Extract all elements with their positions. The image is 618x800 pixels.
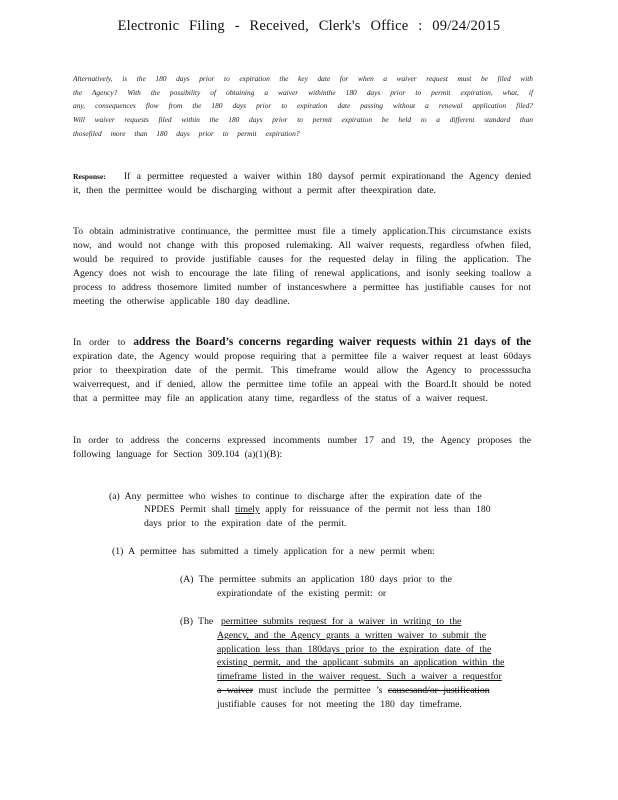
- rule-1-line: (1) A permittee has submitted a timely application for a new permit when:: [112, 546, 435, 557]
- rule-B-label: (B) The: [180, 616, 214, 627]
- rule-a-line-1: (a) Any permittee who wishes to continue to discharge after the expiration date of the: [109, 491, 482, 502]
- rule-a-timely: timely: [235, 504, 260, 515]
- paragraph-waiver-emphasis: address the Board’s concerns regarding waiver requests within 21 days of the: [133, 336, 532, 348]
- rule-B-line-7: justifiable causes for not meeting the 180 day timeframe.: [217, 699, 462, 710]
- rule-A-line-2: expirationdate of the existing permit: or: [217, 588, 387, 599]
- rule-a-line-2: [144, 503, 534, 517]
- response-label: Response:: [73, 172, 106, 181]
- response-text: If a permittee requested a waiver within 180 daysof permit expirationand the Agency denied it, then the permittee would be discharging without a permit after theexpiration date.: [73, 171, 531, 196]
- rule-B-line-6-mid: must include the permittee ’s: [258, 685, 383, 696]
- rule-a-line-2-lead: NPDES Permit shall: [144, 504, 230, 515]
- paragraph-waiver-lead: In order to: [73, 337, 126, 348]
- paragraph-continuance: To obtain administrative continuance, the permittee must file a timely application.This circumstance exists now, and would not change with this proposed rulemaking. All waiver requests, regardless ofwhen filed, would be required to provide justifiable causes for the requested delay in filing the application. The Agency does not wish to encourage the late filing of renewal applications, and isonly seeking toallow a process to address thosemore limited number of instanceswhere a permittee has justifiable causes for not meeting the otherwise applicable 180 day deadline.: [73, 226, 531, 307]
- rule-B-line-1: permittee submits request for a waiver in writing to the: [221, 616, 462, 627]
- paragraph-waiver-deadline: [73, 336, 531, 406]
- paragraph-proposed-language: In order to address the concerns expressed incomments number 17 and 19, the Agency proposes the following language for Section 309.104 (a)(1)(B):: [73, 435, 531, 460]
- rule-B-line-3: application less than 180days prior to the expiration date of the: [217, 644, 492, 655]
- response-paragraph: [73, 170, 531, 198]
- paragraph-waiver-body: expiration date, the Agency would propose requiring that a permittee file a waiver request at least 60days prior to theexpiration date of the permit. This timeframe would allow the Agency to processsucha waiverrequest, and if denied, allow the permittee time tofile an appeal with the Board.It should be noted that a permittee may file an application atany time, regardless of the status of a waiver request.: [73, 350, 531, 404]
- rule-A-line-1: (A) The permittee submits an application 180 days prior to the: [180, 574, 452, 585]
- rule-a-line-3: days prior to the expiration date of the permit.: [144, 518, 347, 529]
- question-text: Alternatively, is the 180 days prior to expiration the key date for when a waiver request must be filed with the Agency? With the possibility of obtaining a waiver withinthe 180 days prior to permit expiration, what, if any, consequences flow from the 180 days prior to expiration date passing without a renewal application filed? Will waiver requests filed within the 180 days prior to permit expiration be held to a different standard than thosefiled more than 180 days prior to permit expiration?: [73, 74, 533, 138]
- rule-a-line-2-rest: apply for reissuance of the permit not less than 180: [265, 504, 491, 515]
- rule-B-line-5: timeframe listed in the waiver request. Such a waiver a requestfor: [217, 671, 502, 682]
- rule-B-strike-1: a waiver: [217, 685, 254, 696]
- filing-header: Electronic Filing - Received, Clerk's Office : 09/24/2015: [117, 18, 501, 34]
- rule-B-line-6: [217, 684, 547, 698]
- rule-B-line-4: existing permit, and the applicant submits an application within the: [217, 657, 505, 668]
- rule-B-line-2: Agency, and the Agency grants a written waiver to submit the: [217, 630, 487, 641]
- rule-B-strike-2: causesand/or justification: [387, 685, 490, 696]
